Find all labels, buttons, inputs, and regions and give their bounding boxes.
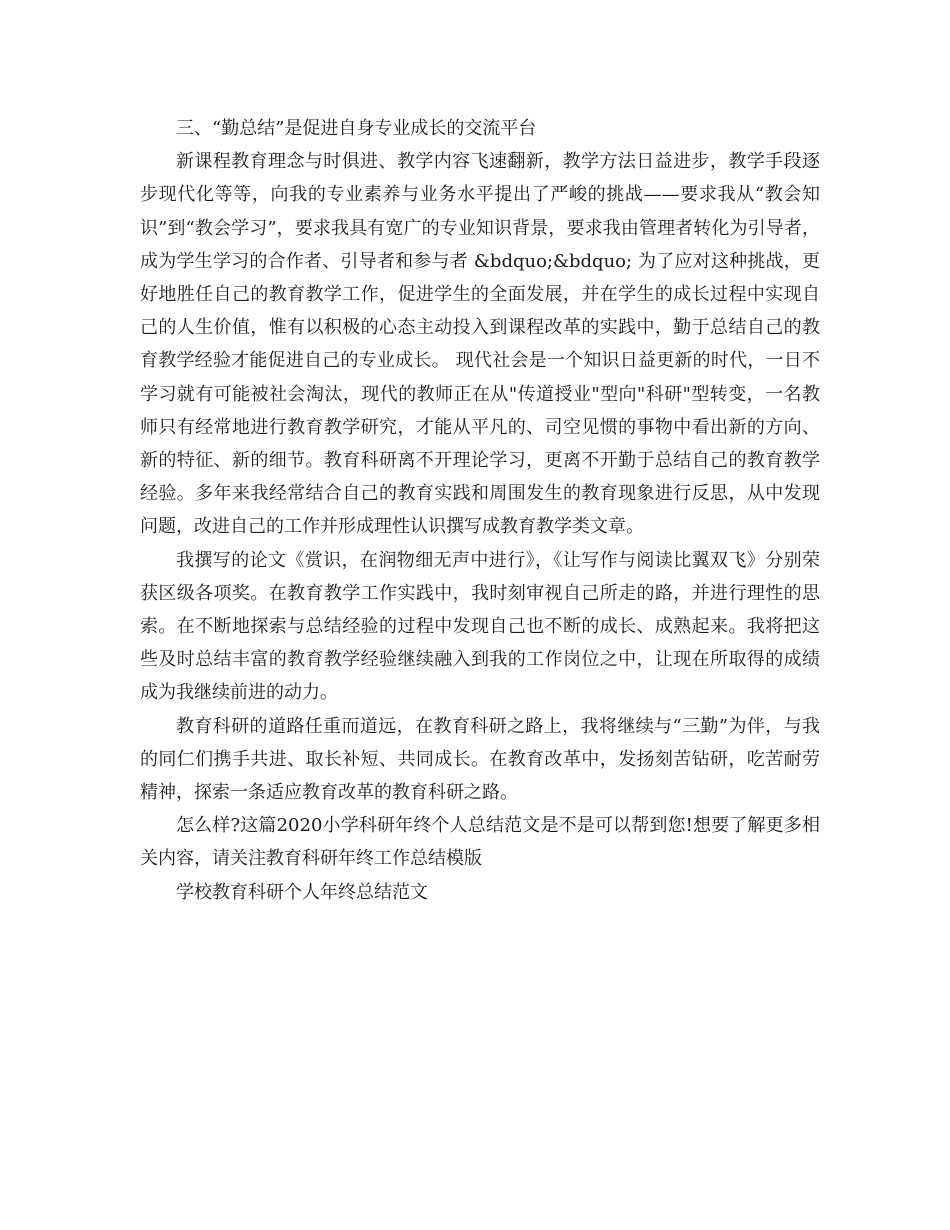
document-body (140, 112, 820, 909)
paragraph-related-title: 学校教育科研个人年终总结范文 (176, 881, 428, 903)
paragraph-challenge: 新课程教育理念与时俱进、教学内容飞速翻新，教学方法日益进步，教学手段逐步现代化等等，向我的专业素养与业务水平提出了严峻的挑战——要求我从“教会知识”到“教会学习”，要求我具有宽广的专业知识背景，要求我由管理者转化为引导者，成为学生学习的合作者、引导者和参与者 &bdquo;&bdquo; 为了应对这种挑战，更好地胜任自己的教育教学工作，促进学生的全面发展，并在学生的成长过程中实现自己的人生价值，惟有以积极的心态主动投入到课程改革的实践中，勤于总结自己的教育教学经验才能促进自己的专业成长。 现代社会是一个知识日益更新的时代，一日不学习就有可能被社会淘汰，现代的教师正在从"传道授业"型向"科研"型转变，一名教师只有经常地进行教育教学研究，才能从平凡的、司空见惯的事物中看出新的方向、新的特征、新的细节。教育科研离不开理论学习，更离不开勤于总结自己的教育教学经验。多年来我经常结合自己的教育实践和周围发生的教育现象进行反思，从中发现问题，改进自己的工作并形成理性认识撰写成教育教学类文章。 (140, 151, 820, 538)
paragraph-closing-note: 怎么样?这篇2020小学科研年终个人总结范文是不是可以帮到您!想要了解更多相关内容，请关注教育科研年终工作总结模版 (140, 815, 820, 870)
section-heading: 三、“勤总结”是促进自身专业成长的交流平台 (176, 118, 537, 139)
paragraph-awards: 我撰写的论文《赏识，在润物细无声中进行》，《让写作与阅读比翼双飞》分别荣获区级各项奖。在教育教学工作实践中，我时刻审视自己所走的路，并进行理性的思索。在不断地探索与总结经验的过程中发现自己也不断的成长、成熟起来。我将把这些及时总结丰富的教育教学经验继续融入到我的工作岗位之中，让现在所取得的成绩成为我继续前进的动力。 (140, 549, 820, 704)
paragraph-road-ahead: 教育科研的道路任重而道远，在教育科研之路上，我将继续与“三勤”为伴，与我的同仁们携手共进、取长补短、共同成长。在教育改革中，发扬刻苦钻研，吃苦耐劳精神，探索一条适应教育改革的教育科研之路。 (140, 715, 820, 804)
